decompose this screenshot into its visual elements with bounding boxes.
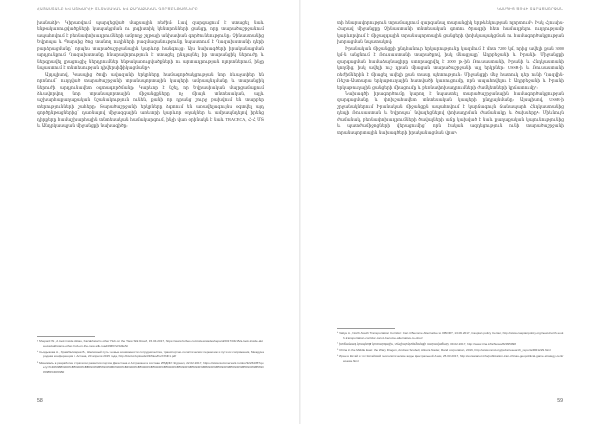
right-page	[301, 0, 600, 424]
footnote-3: ³ Shepard W., A look inside Aktau, Kazakhstan's other Hub on the 'New Silk Road', 15.04.2017, https://www.forbes.com/sites/wadeshepard/2017/04/15/a-look-inside-aktau-kazakhstans-other-hub-on-the-new-silk-road/#9f07ef3d3e5c	[37, 339, 263, 348]
left-running-head: ՀԱՅԱՍՏԱՆԸ ԵՎ ԱՇԽԱՐՀԻ ՏՆՏԵՍԱԿԱՆ ԵՎ ՔԱՂԱՔԱԿԱՆ ԳՈՐԾԸՆԹԱՑՆԵՐԸ	[37, 7, 198, 11]
left-page	[0, 0, 299, 424]
left-body-text	[37, 20, 264, 130]
footnote-7: ⁷ խոճաևագ կուպեոթ կոտարգայիւ, տևլիպոկտեմեսեցի սարավաճար, 09.02.2017, http://www.irna.ir/fa/News/82395098	[337, 341, 516, 346]
right-page-number: 59	[557, 398, 563, 404]
right-paragraph-1: տի հնարավորություն տրամադրում զարգանալ տարանցիկ երթևեկության ոլորտում⁶։ Իսկ Հյուսիս-Հարավ միջանցքը Չինաստանի տնտեսական գոտու ծրագրի հետ համադրելու ուղղությամբ կարևորվում է միջազգային տրանսպորտային ցանցերի փոխկապակցման ու համագործակցության խորացման նպատակով։	[337, 20, 564, 45]
right-paragraph-3: Նախագծի իրագործումը կարող է նպաստել տարածաշրջանային համագործակցության զարգացմանը և փոխշահավետ տնտեսական կապերի ընդլայնմանը։ Այսպիսով, USSR-ի շրջանակներում Իրանական միջանցքն ապահովում է կարճագույն ճանապարհ Հնդկաստանից դեպի Ռուսաստան և Եվրոպա՝ նվազեցնելով փոխադրման ժամանակը և ծախսերը⁸։ Միևնույն ժամանակ, բեռնափոխադրումների ծավալների աճը կախված է նաև քաղաքական կայունությունից և պատժամիջոցների վերացումից՝ որն էական ազդեցություն ունի տարածաշրջանի տրանսպորտային նախագծերի իրականացման վրա⁹։	[337, 90, 564, 135]
right-paragraph-2: Իրանական միջանցքի ընդհանուր երկարությունը կազմում է մոտ 7200 կմ, որից ավելի քան 3000 կմ-ն անցնում է Ռուսաստանի տարածքով, իսկ մնացյալը՝ Ադրբեջանի և Իրանի։ Միջանցքի զարգացման համաձայնագիրը ստորագրվել է 2000 թ.-ին Ռուսաստանի, Իրանի և Հնդկաստանի կողմից, իսկ ավելի ուշ դրան միացան տարածաշրջանի այլ երկրներ։ USSR-ի և Ռուսաստանի ռեժիմներին է միացել ավելի քան տասը պետություն։ Միջանցքի մեջ հատուկ դեր ունի Ղազվին-Ռեշտ-Աստարա երկաթուղային հատվածի կառուցումը, որն ապահովելու է Ադրբեջանի և Իրանի երկաթուղային ցանցերի միացումը և բեռնափոխադրումների ժամկետների կրճատումը⁷։	[337, 45, 564, 90]
footnote-9: ⁹ Иран в Китай и тот Китайский геополитические виды Центральной Азии, 25.03.2017, http://eurasianet.info/publication-iran-chinas-geopolitical-game-strategy-central-asia.html	[337, 354, 564, 363]
footnote-8: ⁸ China in the Middle East: the Wary Dragon, Andrew Scobell, Alireza Nader, Rand corporation, 2016, http://www.rand.org/pubs/research_reports/RR1229.html	[337, 347, 551, 352]
footnote-6: ⁶ Valiye A., North-South Transportation Corridor: Can it Become Alternative to OBOR?, 13.06.2017, Caspian policy Center, http://www.caspianpolicy.org/news/north-south-transportation-corridor-can-it-become-alternative-to-obor/	[337, 331, 564, 340]
left-page-number: 58	[37, 398, 43, 404]
footnote-4: ⁴ Сыздыкова А., Храмбалиарев Б., Шелковый путь: новые возможности сотрудничества, транспортно-логистических перевозок и пути их сопряжения, Международная конференция г. Астана, 20 апреля 2015 года, http://kisi.kz/uploads/33/files/KuXXNF1.pdf	[37, 349, 264, 359]
right-running-head: ԿԱՍՊԻՑ ԾՈՎԻ ՏԱՐԱԾԱՇՐՋԱՆ	[497, 7, 563, 11]
left-footnote-rule	[37, 336, 95, 337]
left-paragraph-1: խանաձի³։ Կիրառվում պարզեցված մաքսային ռեժիմ։ Լավ զարգացում է ստացել նաև ենթակառուցվածքների կապակցման ու լոգիստիկ կենտրոնների ցանցը, որը տարածաշրջանում ապահովում է բեռնափոխադրումների ամբողջ շղթայի անխափան գործունեությունը։ Չինաստանից Եվրոպա և Պարսից ծոց տանող ուղիների բազմազանությունը նպաստում է Ղազախստանի դերի բարձրացմանը՝ որպես տարածաշրջանային կարևոր հանգույց։ Այս նախագծերի իրականացման արդյունքում Ղազախստանը հնարավորություն է ստացել ընդլայնել իր տարանցիկ ներուժը և ներգրավել լրացուցիչ ներդրումներ ենթակառուցվածքների ու արտադրության ոլորտներում, ինչը նպաստում է տնտեսության դիվերսիֆիկացմանը⁴։	[37, 20, 264, 71]
left-footnotes	[37, 339, 264, 376]
right-footnotes	[337, 331, 564, 365]
footnote-5: ⁵ Минималь в разработке стратегии развития портов Дагестана и Астрахани в составе ИНДИИ: Журнал, 22.02.2017, https://www.kommersant.ru/doc/3226435?query=%D0%BB%D0%B5%D0%BB%D0%B5%D0%BD%D0%B4%D0%B5%D0%B5%D0%B5%D0%B5%D0%B5%D0%B8%D0%B5%D0%B5%D0%B5%D0%B5%D0%B5%D0%B0	[37, 360, 264, 374]
right-footnote-rule	[337, 328, 395, 329]
right-body-text	[337, 20, 564, 136]
left-paragraph-2: Այդպիսով, Կասպից ծովի ավազանի երկրները համագործակցության նոր ձևաչափեր են որոնում՝ ուղղված տարածաշրջանի տրանսպորտային կապերի ամրապնդմանը և տարանցիկ ներուժի արդյունավետ օգտագործմանը։ Կարևոր է նշել, որ Եվրասիական մայրցամաքում ձևավորվող նոր տրանսպորտային միջանցքները ոչ միայն տնտեսական, այլև աշխարհաքաղաքական նշանակություն ունեն, քանի որ դրանց շուրջ բախվում են տարբեր տերությունների շահերը։ Տարածաշրջանի երկրները ձգտում են առավելագույնս օգտվել այդ գործընթացներից՝ դառնալով միջազգային առևտրի կարևոր օղակներ և ամրապնդելով իրենց դիրքերը համաշխարհային տնտեսական համակարգում, ինչի վառ օրինակն է նաև TRACECA, Հ-Հ ՄՏ և Անդրկասպյան միջանցքի նախագիծը։	[37, 71, 264, 129]
